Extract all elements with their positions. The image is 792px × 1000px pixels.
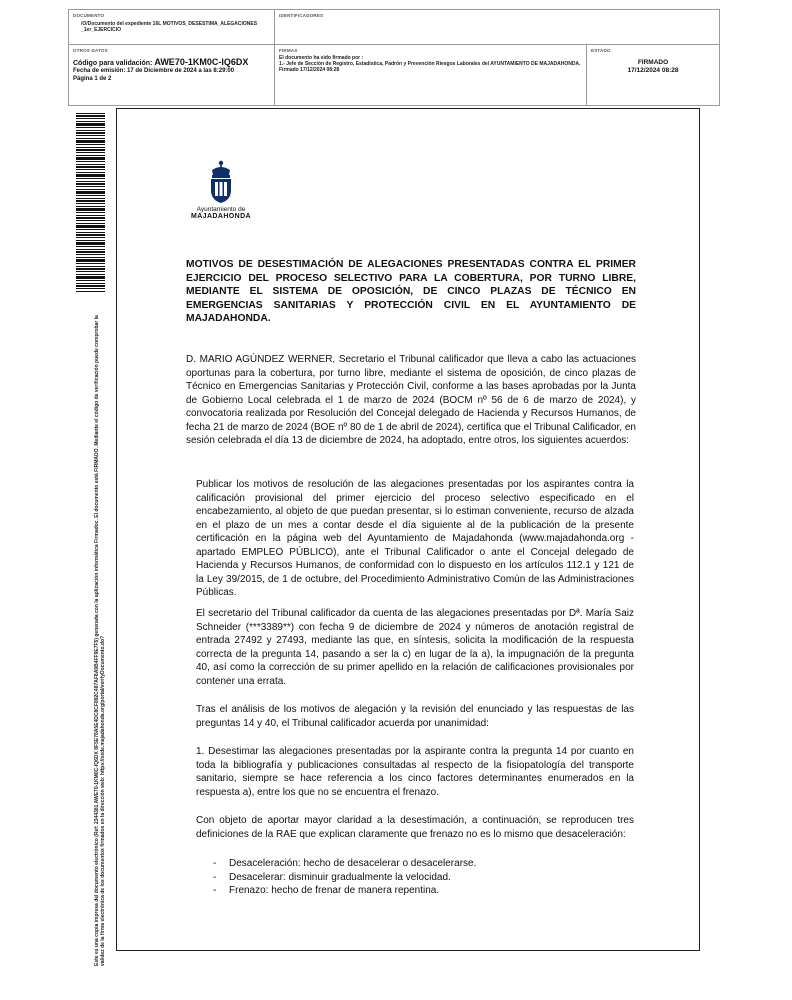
identificadores-label: IDENTIFICADORES [279, 13, 324, 18]
firmas-cell [275, 45, 587, 105]
bullet-dash: - [213, 858, 217, 869]
definition-text: Desacelerar: disminuir gradualmente la velocidad. [229, 871, 451, 883]
signature-metadata-table [68, 9, 720, 106]
validation-code-label: Código para validación: [73, 60, 153, 67]
identificadores-cell [275, 10, 719, 45]
validation-code: AWE70-1KM0C-IQ6DX [154, 57, 249, 67]
definition-text: Desaceleración: hecho de desacelerar o desacelerarse. [229, 858, 477, 869]
bullet-dash: - [213, 871, 217, 883]
firmas-line2: 1.- Jefe de Sección de Registro, Estadística, Padrón y Prevención Riesgos Laborales del AYUNTAMIENTO DE MAJADAHONDA. Firmado 17/12/2024 08:28 [279, 61, 581, 73]
estado-value [591, 59, 715, 75]
list-item [196, 857, 634, 871]
issue-date: Fecha de emisión: 17 de Diciembre de 2024 a las 8:29:00 [73, 68, 235, 74]
document-title: MOTIVOS DE DESESTIMACIÓN DE ALEGACIONES PRESENTADAS CONTRA EL PRIMER EJERCICIO DEL PROCESO SELECTIVO PARA LA COBERTURA, POR TURNO LIBRE, MEDIANTE EL SISTEMA DE OPOSICIÓN, DE CINCO PLAZAS DE TÉCNICO EN EMERGENCIAS SANITARIAS Y PROTECCIÓN CIVIL EN EL AYUNTAMIENTO DE MAJADAHONDA. [186, 259, 636, 324]
firmas-line1: El documento ha sido firmado por : [279, 55, 364, 61]
ayuntamiento-logo [186, 160, 256, 220]
paragraph-resolution-1: 1. Desestimar las alegaciones presentadas por la aspirante contra la pregunta 14 por cuanto en toda la bibliografía y publicaciones consultadas al respecto de la fisiopatología del transporte sanitario, siempre se hace referencia a los cinco factores determinantes enumerados en la respuesta a), entre los que no se encuentra el frenazo. [196, 746, 634, 798]
logo-line-2: MAJADAHONDA [190, 213, 251, 220]
list-item [196, 871, 634, 885]
side-verification-text: Este es una copia impresa del documento electrónico (Ref: 2344381 AWE70-1KM0C-IQ6DX 8F5E78A5E4DC8CF892C487AF8A9B4FF9E7F5) generada con la aplicación informática Firmadoc. El documento está FIRMADO. Mediante el código de verificación puede comprobar la validez de la firma electrónica de los documentos firmados en la dirección web: https://sede.majadahonda.org/portal/verifyDocumento.do? [94, 315, 106, 966]
paragraph-analysis: Tras el análisis de los motivos de alegación y la revisión del enunciado y las respuestas de las preguntas 14 y 40, el Tribunal calificador acuerda por unanimidad: [196, 704, 634, 729]
rae-definitions-list [196, 857, 634, 898]
paragraph-publish: Publicar los motivos de resolución de las alegaciones presentadas por los aspirantes contra la calificación provisional del primer ejercicio del proceso selectivo especificado en el encabezamiento, al objeto de que puedan presentar, si lo estiman conveniente, recurso de alzada en el plazo de un mes a contar desde el día siguiente al de la publicación de la presente certificación en la página web del Ayuntamiento de Majadahonda (www.majadahonda.org - apartado EMPLEO PÚBLICO), ante el Tribunal Calificador o ante el Concejal delegado de Hacienda y Recursos Humanos, de conformidad con lo dispuesto en los artículos 112.1 y 121 de la Ley 39/2015, de 1 de octubre, del Procedimiento Administrativo Común de las Administraciones Públicas. [196, 479, 634, 598]
logo-line-1: Ayuntamiento de [196, 206, 246, 213]
validation-code-line [73, 57, 270, 67]
estado-cell [587, 45, 719, 105]
estado-label: ESTADO [591, 48, 611, 53]
list-item [196, 884, 634, 898]
documento-label: DOCUMENTO [73, 13, 105, 18]
documento-cell [69, 10, 275, 45]
page-count: Página 1 de 2 [73, 76, 112, 82]
estado-date: 17/12/2024 08:28 [627, 67, 679, 74]
paragraph-allegations: El secretario del Tribunal calificador da cuenta de las alegaciones presentadas por Dª. María Saiz Schneider (***3389**) con fecha 9 de diciembre de 2024 y números de anotación registral de entrada 27492 y 27493, mediante las que, en síntesis, solicita la modificación de la respuesta correcta de la pregunta 14, pasando a ser la c) en lugar de la a), la impugnación de la pregunta 40, así como la corrección de su primer apellido en la relación de calificaciones provisionales por contener una errata. [196, 608, 634, 687]
bullet-dash: - [213, 885, 217, 896]
firmas-label: FIRMAS [279, 48, 298, 53]
paragraph-rae-intro: Con objeto de aportar mayor claridad a la desestimación, a continuación, se reproducen tres definiciones de la RAE que explican claramente que frenazo no es lo mismo que desaceleración: [196, 815, 634, 840]
definition-text: Frenazo: hecho de frenar de manera repentina. [229, 885, 440, 896]
otros-datos-cell [69, 45, 275, 105]
estado-status: FIRMADO [637, 59, 669, 66]
crown-shield-icon [207, 160, 235, 204]
paragraph-certification: D. MARIO AGÚNDEZ WERNER, Secretario el Tribunal calificador que lleva a cabo las actuaciones oportunas para la cobertura, por turno libre, mediante el sistema de oposición, de cinco plazas de Técnico en Emergencias Sanitarias y Protección Civil, conforme a las bases aprobadas por la Junta de Gobierno Local celebrada el 1 de marzo de 2024 (BOCM nº 56 de 6 de marzo de 2024), y convocatoria realizada por Resolución del Concejal delegado de Hacienda y Recursos Humanos, de fecha 21 de marzo de 2024 (BOE nº 80 de 1 de abril de 2024), certifica que el Tribunal Calificador, en sesión celebrada el día 13 de diciembre de 2024, ha adoptado, entre otros, los siguientes acuerdos: [186, 354, 636, 446]
documento-value: /O/Documento del expediente 16L MOTIVOS_DESESTIMA_ALEGACIONES _1er_EJERCICIO [81, 21, 258, 33]
barcode-image [76, 113, 105, 293]
otros-datos-label: OTROS DATOS [73, 48, 108, 53]
